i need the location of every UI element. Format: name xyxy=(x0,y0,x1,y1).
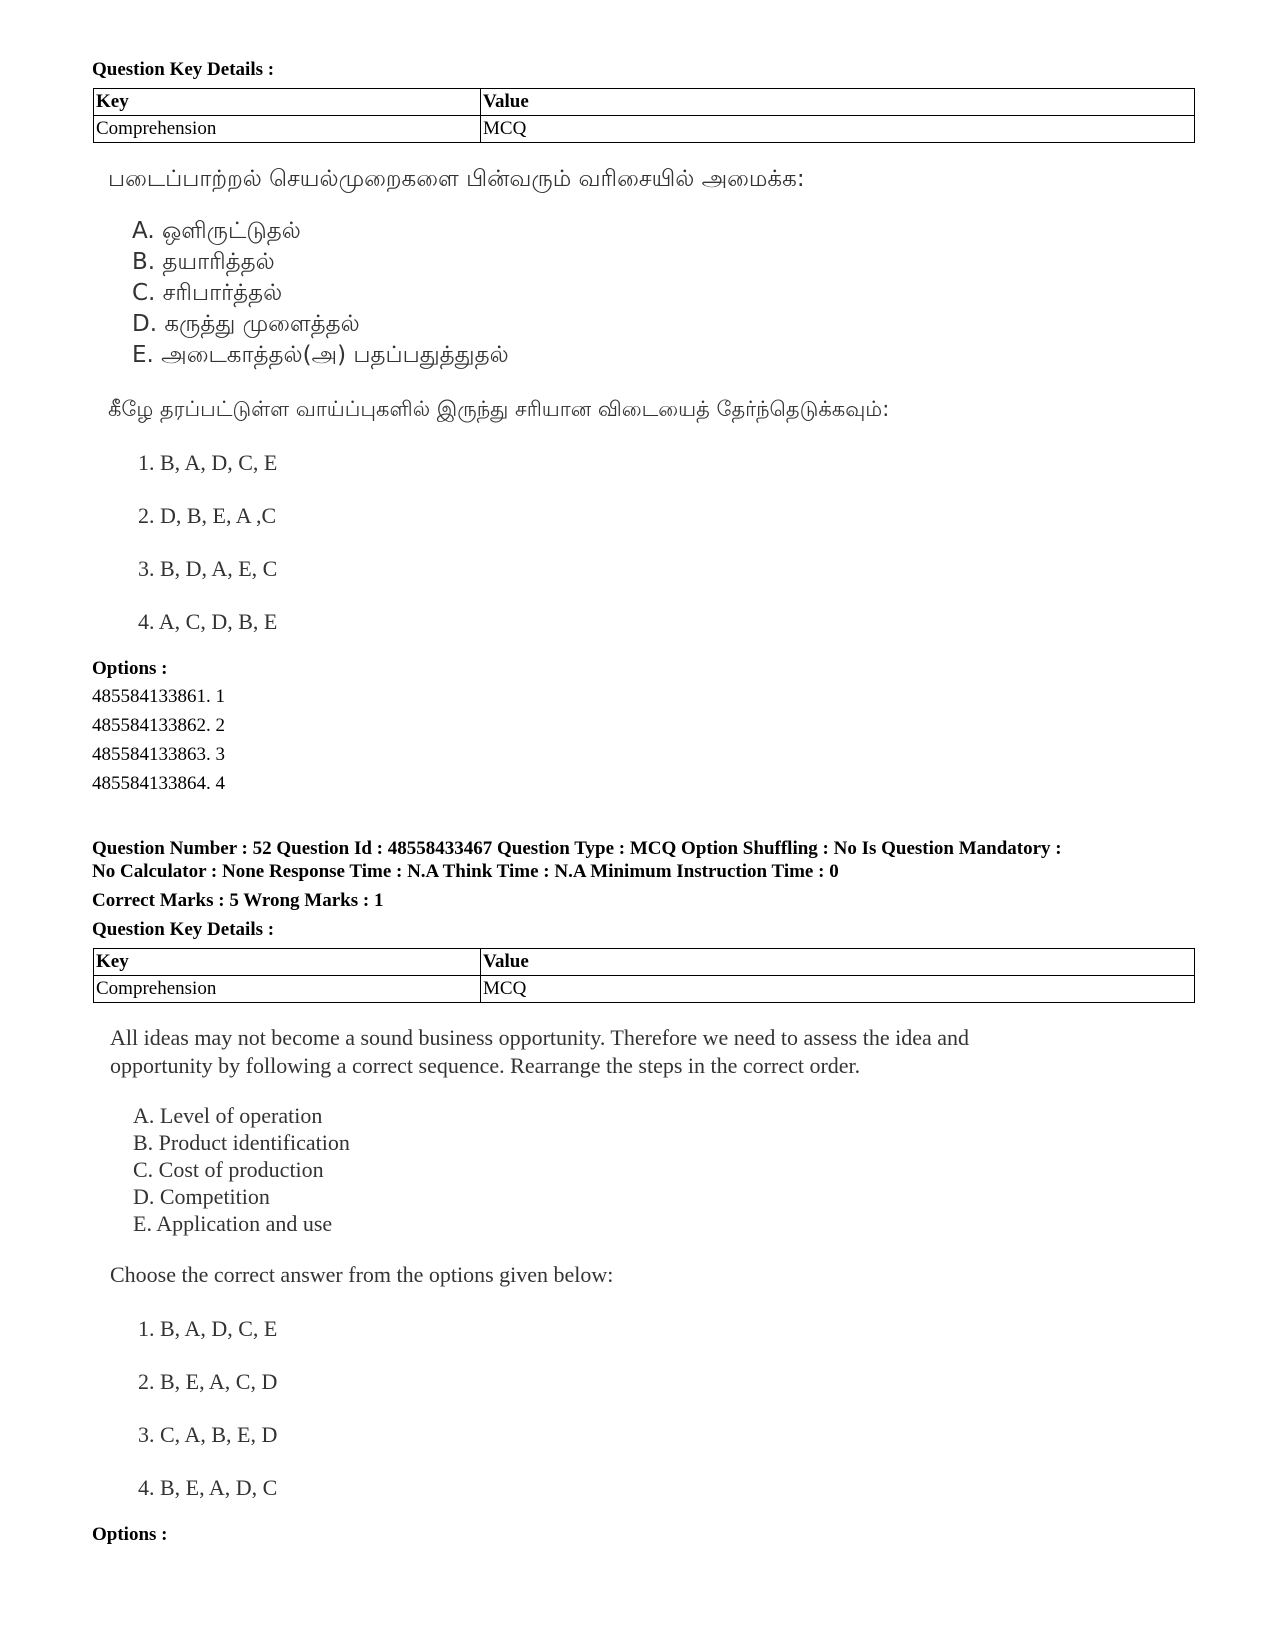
table-row xyxy=(94,116,1195,143)
q2-item-a: A. Level of operation xyxy=(133,1103,323,1128)
table-header-row xyxy=(94,949,1195,976)
key-cell: Comprehension xyxy=(94,976,481,1003)
table-header-row xyxy=(94,89,1195,116)
q2-answer-1: 1. B, A, D, C, E xyxy=(138,1316,278,1341)
q1-answer-3: 3. B, D, A, E, C xyxy=(138,556,278,581)
q1-options-title: Options : xyxy=(92,658,168,679)
q2-item-d: D. Competition xyxy=(133,1184,270,1209)
q2-prompt-line-2: opportunity by following a correct sequence. Rearrange the steps in the correct order. xyxy=(110,1053,861,1078)
q2-options-title: Options : xyxy=(92,1524,168,1545)
key-header: Key xyxy=(94,89,481,116)
q1-answer-2: 2. D, B, E, A ,C xyxy=(138,503,277,528)
q2-item-c: C. Cost of production xyxy=(133,1157,324,1182)
q1-item-e: E. அடைகாத்தல்(அ) பதப்பதுத்துதல் xyxy=(132,342,509,368)
q2-prompt-line-1: All ideas may not become a sound business opportunity. Therefore we need to assess the idea and xyxy=(110,1025,969,1050)
q2-meta-line-2: No Calculator : None Response Time : N.A Think Time : N.A Minimum Instruction Time : 0 xyxy=(92,861,839,882)
table-row xyxy=(94,976,1195,1003)
q1-item-a: A. ஒளிருட்டுதல் xyxy=(132,218,301,244)
value-header: Value xyxy=(481,949,1195,976)
q2-choose-instruction: Choose the correct answer from the options given below: xyxy=(110,1262,614,1287)
q1-key-details-title: Question Key Details : xyxy=(92,59,275,80)
q2-meta-line-1: Question Number : 52 Question Id : 48558433467 Question Type : MCQ Option Shuffling : No Is Question Mandatory : xyxy=(92,838,1062,859)
q2-marks: Correct Marks : 5 Wrong Marks : 1 xyxy=(92,890,384,911)
q1-item-c: C. சரிபார்த்தல் xyxy=(132,280,283,306)
q1-option-1: 485584133861. 1 xyxy=(92,686,225,707)
key-header: Key xyxy=(94,949,481,976)
q2-item-b: B. Product identification xyxy=(133,1130,350,1155)
q1-option-4: 485584133864. 4 xyxy=(92,773,225,794)
q2-key-details-title: Question Key Details : xyxy=(92,919,275,940)
q1-key-table xyxy=(93,88,1195,143)
q2-answer-3: 3. C, A, B, E, D xyxy=(138,1422,278,1447)
q1-answer-4: 4. A, C, D, B, E xyxy=(138,609,278,634)
q1-item-b: B. தயாரித்தல் xyxy=(132,249,275,275)
key-cell: Comprehension xyxy=(94,116,481,143)
q1-answer-1: 1. B, A, D, C, E xyxy=(138,450,278,475)
value-header: Value xyxy=(481,89,1195,116)
q1-choose-instruction: கீழே தரப்பட்டுள்ள வாய்ப்புகளில் இருந்து சரியான விடையைத் தேர்ந்தெடுக்கவும்: xyxy=(108,397,890,421)
q2-answer-2: 2. B, E, A, C, D xyxy=(138,1369,278,1394)
q2-answer-4: 4. B, E, A, D, C xyxy=(138,1475,278,1500)
value-cell: MCQ xyxy=(481,116,1195,143)
q1-prompt: படைப்பாற்றல் செயல்முறைகளை பின்வரும் வரிசையில் அமைக்க: xyxy=(108,166,805,192)
q1-option-2: 485584133862. 2 xyxy=(92,715,225,736)
q2-item-e: E. Application and use xyxy=(133,1211,333,1236)
q1-option-3: 485584133863. 3 xyxy=(92,744,225,765)
q1-item-d: D. கருத்து முளைத்தல் xyxy=(132,311,360,337)
value-cell: MCQ xyxy=(481,976,1195,1003)
q2-key-table xyxy=(93,948,1195,1003)
